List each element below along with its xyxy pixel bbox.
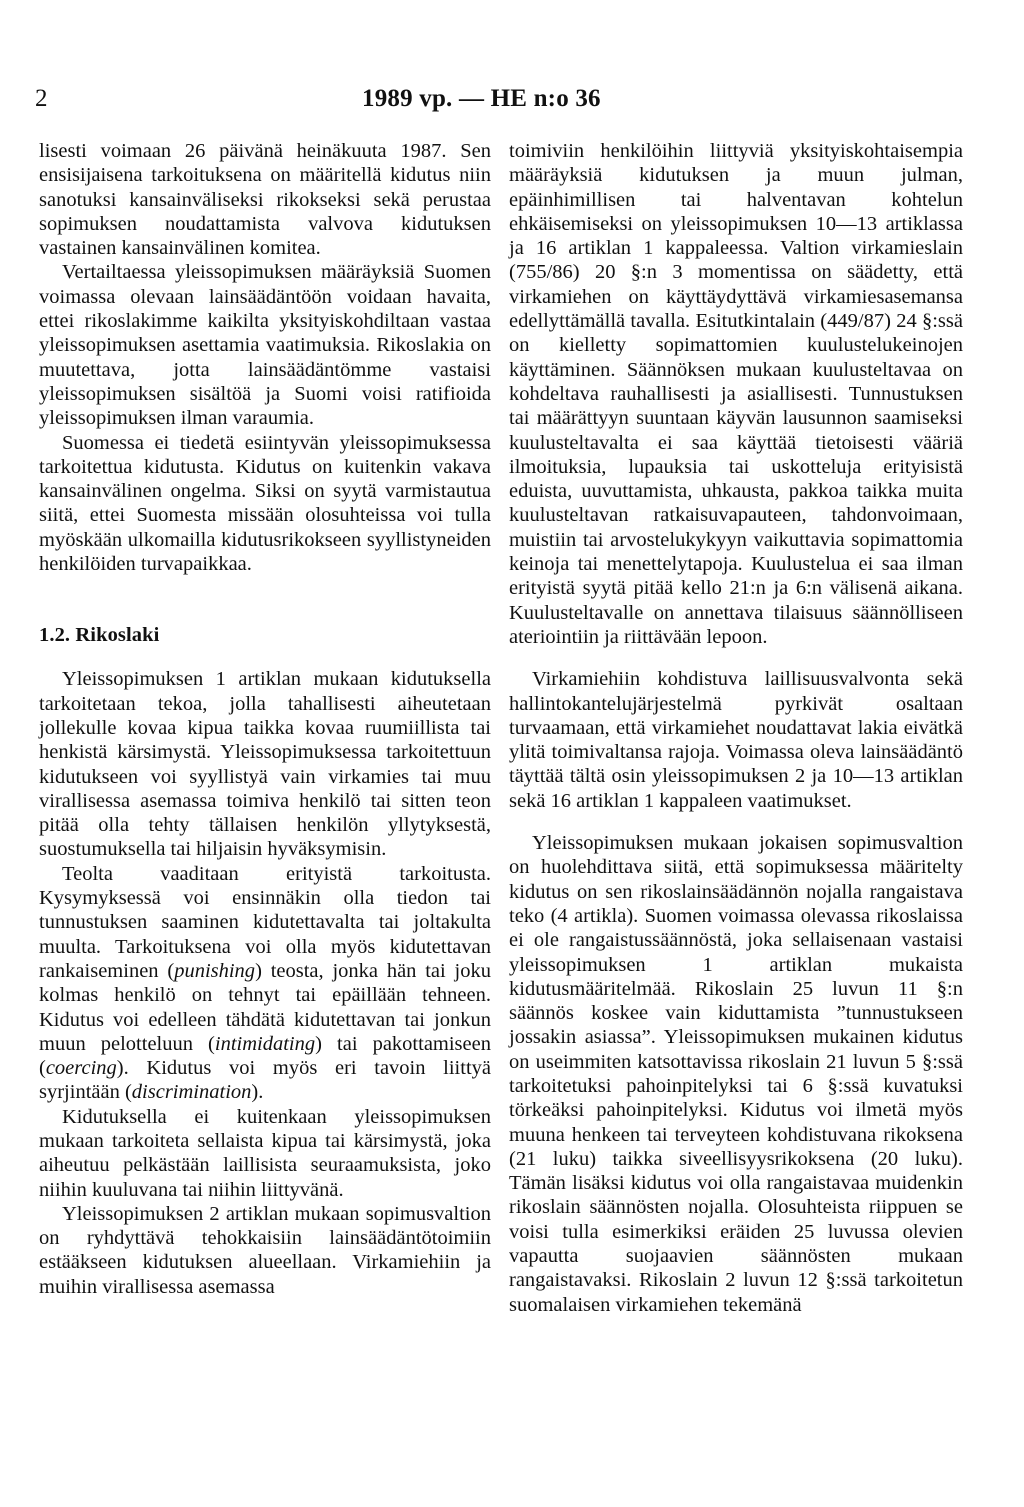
right-paragraph-3: Yleissopimuksen mukaan jokaisen sopimusvaltion on huolehdittava siitä, että sopimuksessa määritelty kidutus on sen rikoslainsäädännön nojalla rangaistava teko (4 artikla). Suomen voimassa olevassa rikoslaissa ei ole rangaistussäännöstä, joka sellaisenaan vastaisi yleissopimuksen 1 artiklan mukaista kidutusmääritelmää. Rikoslain 25 luvun 11 §:n säännös koskee vain kiduttamista ”tunnustukseen jossakin asiassa”. Yleissopimuksen mukainen kidutus on useimmiten katsottavissa rikoslain 21 luvun 5 §:ssä tarkoitetuksi pahoinpitelyksi tai 6 §:ssä kuvatuksi törkeäksi pahoinpitelyksi. Kidutus voi ilmetä myös muuna henkeen tai terveyteen kohdistuvana rikoksena (21 luku) taikka siveellisyysrikoksena (20 luku). Tämän lisäksi kidutus voi olla rangaistavaa muidenkin rikoslain säännösten nojalla. Olosuhteista riippuen se voisi tulla esimerkiksi eräiden 25 luvussa olevien vapautta suojaavien säännösten mukaan rangaistavaksi. Rikoslain 2 luvun 12 §:ssä tarkoitetun suomalaisen virkamiehen tekemänä bbox=[509, 832, 963, 1316]
left-paragraph-2: Vertailtaessa yleissopimuksen määräyksiä Suomen voimassa olevaan lainsäädäntöön voidaan havaita, ettei rikoslakimme kaikilta yksityiskohdiltaan vastaa yleissopimuksen asettamia vaatimuksia. Rikoslakia on muutettava, jotta lainsäädäntömme vastaisi yleissopimuksen sisältöä ja Suomi voisi ratifioida yleissopimuksen ilman varaumia. bbox=[39, 261, 491, 430]
left-paragraph-5-term-punishing: punishing bbox=[174, 959, 256, 982]
left-paragraph-5-text-b: ) teosta, jonka hän tai joku kolmas henkilö on tehnyt tai epäillään tehneen. Kidutus voi edelleen tähdätä kidutettavan tai jonkun muun pelotteluun ( bbox=[39, 959, 491, 1055]
page-number: 2 bbox=[35, 85, 48, 112]
left-paragraph-3: Suomessa ei tiedetä esiintyvän yleissopimuksessa tarkoitettua kidutusta. Kidutus on kuitenkin vakava kansainvälinen ongelma. Siksi on syytä varmistautua siitä, ettei Suomesta missään olosuhteissa voi tulla myöskään ulkomailla kidutusrikokseen syyllistyneiden henkilöiden turvapaikkaa. bbox=[39, 431, 491, 576]
right-paragraph-2: Virkamiehiin kohdistuva laillisuusvalvonta sekä hallintokantelujärjestelmä pyrkivät osaltaan turvaamaan, että virkamiehet noudattavat lakia eivätkä ylitä toimivaltansa rajoja. Voimassa oleva lainsäädäntö täyttää tältä osin yleissopimuksen 2 ja 10—13 artiklan sekä 16 artiklan 1 kappaleen vaatimukset. bbox=[509, 668, 963, 812]
left-intro-paragraph: lisesti voimaan 26 päivänä heinäkuuta 1987. Sen ensisijaisena tarkoituksena on määritellä kidutus niin sanotuksi kansainväliseksi rikokseksi sekä perustaa sopimuksen noudattamista valvova kidutuksen vastainen kansainvälinen komitea. bbox=[39, 140, 491, 260]
left-paragraph-5-text-a: Teolta vaaditaan erityistä tarkoitusta. Kysymyksessä voi ensinnäkin olla tiedon tai tunnustuksen saaminen kidutettavalta tai joltakulta muulta. Tarkoituksena voi olla myös kidutettavan rankaiseminen ( bbox=[39, 862, 491, 982]
left-paragraph-5-text-c: ) tai pakottamiseen ( bbox=[39, 1032, 491, 1080]
left-column bbox=[39, 139, 491, 1299]
left-paragraph-5-term-intimidating: intimidating bbox=[214, 1032, 316, 1055]
left-paragraph-5-term-discrimination: discrimination bbox=[131, 1081, 252, 1104]
left-paragraph-5-term-coercing: coercing bbox=[45, 1057, 117, 1080]
section-heading-rikoslaki: 1.2. Rikoslaki bbox=[39, 624, 160, 647]
right-column bbox=[509, 139, 963, 1317]
right-paragraph-1: toimiviin henkilöihin liittyviä yksityiskohtaisempia määräyksiä kidutuksen ja muun julman, epäinhimillisen tai halventavan kohtelun ehkäisemiseksi on yleissopimuksen 10—13 artiklassa ja 16 artiklan 1 kappaleessa. Valtion virkamieslain (755/86) 20 §:n 3 momentissa on säädetty, että virkamiehen on käyttäydyttävä virkamiesasemansa edellyttämällä tavalla. Esitutkintalain (449/87) 24 §:ssä on kielletty sopimattomien kuulustelukeinojen käyttäminen. Säännöksen mukaan kuulusteltavaa on kohdeltava rauhallisesti ja asiallisesti. Tunnustuksen tai määrättyyn suuntaan käyvän lausunnon saamiseksi kuulusteltavalta ei saa käyttää tietoisesti vääriä ilmoituksia, lupauksia tai uskotteluja erityisistä eduista, uuvuttamista, uhkausta, pakkoa taikka muita kuulusteltavan ratkaisuvapauteen, tahdonvoimaan, muistiin tai arvostelukykyyn vaikuttavia sopimattomia keinoja tai menettelytapoja. Kuulustelua ei saa ilman erityistä syytä pitää kello 21:n ja 6:n välisenä aikana. Kuulusteltavalle on annettava tilaisuus säännölliseen ateriointiin ja riittävään lepoon. bbox=[509, 140, 963, 648]
left-paragraph-5 bbox=[39, 862, 491, 1105]
left-paragraph-5-text-d: ). Kidutus voi myös eri tavoin liittyä syrjintään ( bbox=[39, 1057, 491, 1104]
left-paragraph-6: Kidutuksella ei kuitenkaan yleissopimuksen mukaan tarkoiteta sellaista kipua tai kärsimystä, joka aiheutuu pelkästään laillisista seuraamuksista, joko niihin kuuluvana tai niihin liittyvänä. bbox=[39, 1105, 491, 1201]
left-paragraph-4: Yleissopimuksen 1 artiklan mukaan kidutuksella tarkoitetaan tekoa, jolla tahallisesti aiheutetaan jollekulle kovaa kipua taikka kovaa ruumiillista tai henkistä kärsimystä. Yleissopimuksessa tarkoitettuun kidutukseen voi syyllistyä vain virkamies tai muu virallisessa asemassa toimiva henkilö tai sitten teon pitää olla tehty tällaisen henkilön yllytyksestä, suostumuksella tai hiljaisin hyväksymisin. bbox=[39, 668, 491, 861]
left-paragraph-5-text-e: ). bbox=[251, 1081, 264, 1104]
left-paragraph-7: Yleissopimuksen 2 artiklan mukaan sopimusvaltion on ryhdyttävä tehokkaisiin lainsäädäntötoimiin estääkseen kidutuksen alueellaan. Virkamiehiin ja muihin virallisessa asemassa bbox=[39, 1202, 491, 1298]
running-header: 1989 vp. — HE n:o 36 bbox=[362, 85, 601, 112]
